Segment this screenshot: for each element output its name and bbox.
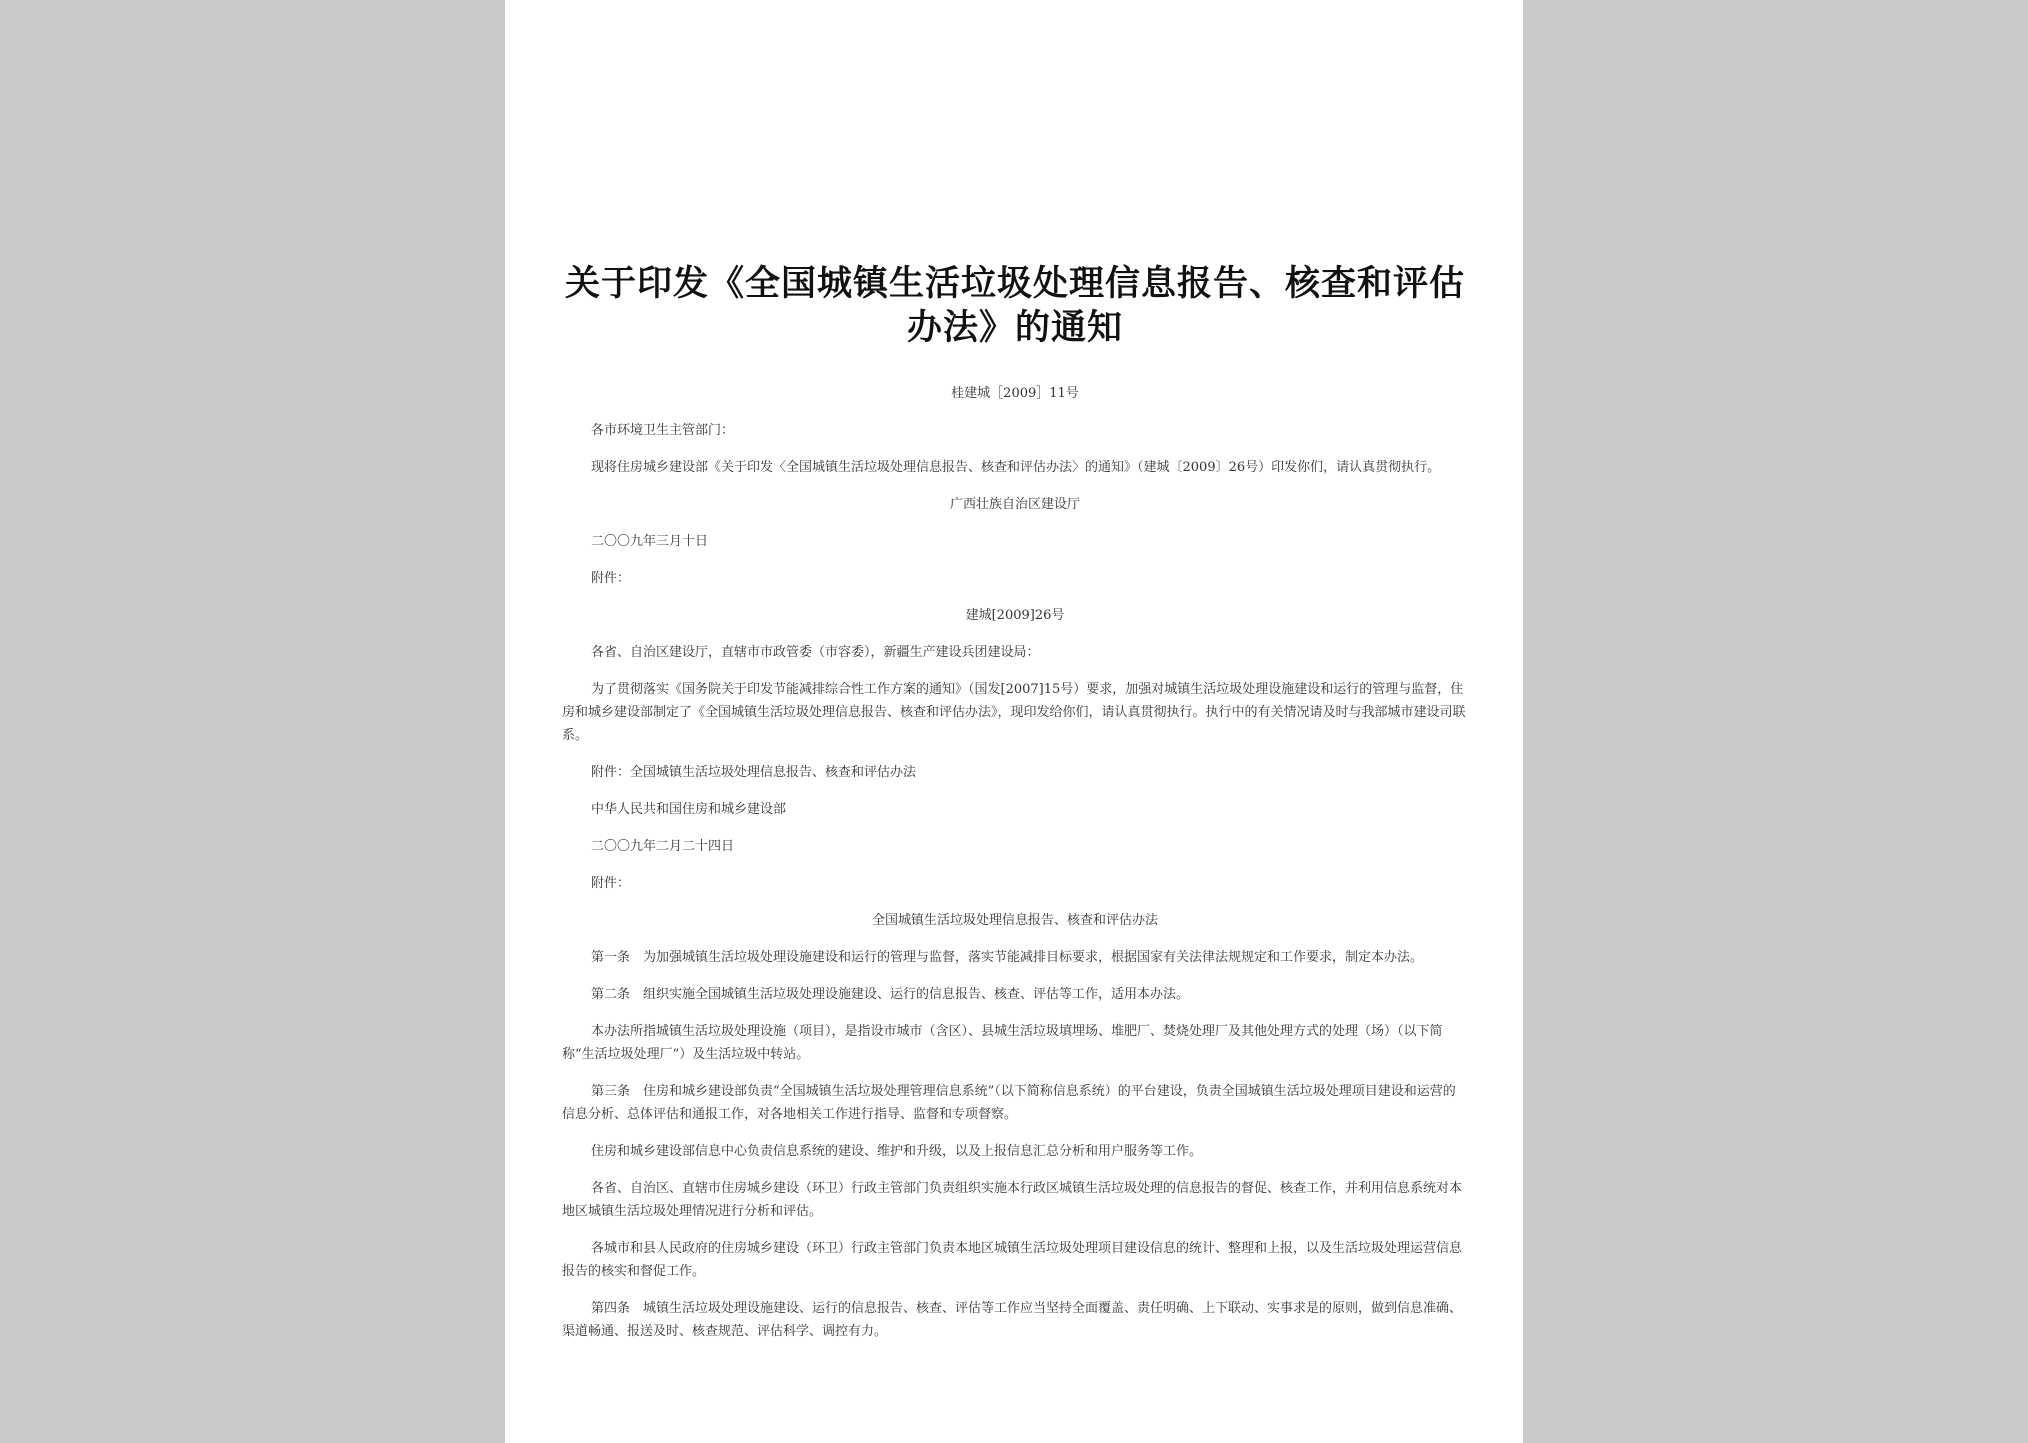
attachment-label-2: 附件： xyxy=(591,876,631,891)
issuer-2: 中华人民共和国住房和城乡建设部 xyxy=(591,802,787,817)
article-3-paragraph-2: 住房和城乡建设部信息中心负责信息系统的建设、维护和升级，以及上报信息汇总分析和用户服务等工作。 xyxy=(591,1144,1203,1159)
article-3-paragraph-3: 各省、自治区、直辖市住房城乡建设（环卫）行政主管部门负责组织实施本行政区城镇生活垃圾处理的信息报告的督促、核查工作，并利用信息系统对本地区城镇生活垃圾处理情况进行分析和评估。 xyxy=(562,1181,1463,1219)
addressee-2: 各省、自治区建设厅，直辖市市政管委（市容委），新疆生产建设兵团建设局： xyxy=(591,645,1040,660)
document-page xyxy=(505,0,1523,1443)
document-number: 桂建城［2009］11号 xyxy=(951,386,1079,401)
issue-date-2: 二〇〇九年二月二十四日 xyxy=(591,839,735,854)
article-2-paragraph-2: 本办法所指城镇生活垃圾处理设施（项目），是指设市城市（含区）、县城生活垃圾填埋场、堆肥厂、焚烧处理厂及其他处理方式的处理（场）（以下简称“生活垃圾处理厂”）及生活垃圾中转站。 xyxy=(562,1024,1443,1062)
body-paragraph-1: 现将住房城乡建设部《关于印发〈全国城镇生活垃圾处理信息报告、核查和评估办法〉的通知》（建城〔2009〕26号）印发你们，请认真贯彻执行。 xyxy=(591,460,1441,475)
article-1: 第一条 为加强城镇生活垃圾处理设施建设和运行的管理与监督，落实节能减排目标要求，根据国家有关法律法规规定和工作要求，制定本办法。 xyxy=(591,950,1424,965)
article-3-paragraph-4: 各城市和县人民政府的住房城乡建设（环卫）行政主管部门负责本地区城镇生活垃圾处理项目建设信息的统计、整理和上报，以及生活垃圾处理运营信息报告的核实和督促工作。 xyxy=(562,1241,1463,1279)
attachment-line: 附件：全国城镇生活垃圾处理信息报告、核查和评估办法 xyxy=(591,765,917,780)
addressee: 各市环境卫生主管部门： xyxy=(591,423,735,438)
article-3: 第三条 住房和城乡建设部负责“全国城镇生活垃圾处理管理信息系统”（以下简称信息系统）的平台建设，负责全国城镇生活垃圾处理项目建设和运营的信息分析、总体评估和通报工作，对各地相关工作进行指导、监督和专项督察。 xyxy=(562,1084,1456,1122)
article-4: 第四条 城镇生活垃圾处理设施建设、运行的信息报告、核查、评估等工作应当坚持全面覆盖、责任明确、上下联动、实事求是的原则，做到信息准确、渠道畅通、报送及时、核查规范、评估科学、调控有力。 xyxy=(562,1301,1463,1339)
article-2: 第二条 组织实施全国城镇生活垃圾处理设施建设、运行的信息报告、核查、评估等工作，适用本办法。 xyxy=(591,987,1190,1002)
attachment-label: 附件： xyxy=(591,571,631,586)
document-title: 关于印发《全国城镇生活垃圾处理信息报告、核查和评估办法》的通知 xyxy=(564,263,1465,348)
issue-date: 二〇〇九年三月十日 xyxy=(591,534,709,549)
body-paragraph-2: 为了贯彻落实《国务院关于印发节能减排综合性工作方案的通知》（国发[2007]15号）要求，加强对城镇生活垃圾处理设施建设和运行的管理与监督，住房和城乡建设部制定了《全国城镇生活垃圾处理信息报告、核查和评估办法》，现印发给你们，请认真贯彻执行。执行中的有关情况请及时与我部城市建设司联系。 xyxy=(562,682,1466,743)
issuer: 广西壮族自治区建设厅 xyxy=(949,497,1080,512)
reference-number: 建城[2009]26号 xyxy=(965,608,1065,623)
section-title: 全国城镇生活垃圾处理信息报告、核查和评估办法 xyxy=(871,913,1158,928)
document-content xyxy=(562,262,1468,1357)
